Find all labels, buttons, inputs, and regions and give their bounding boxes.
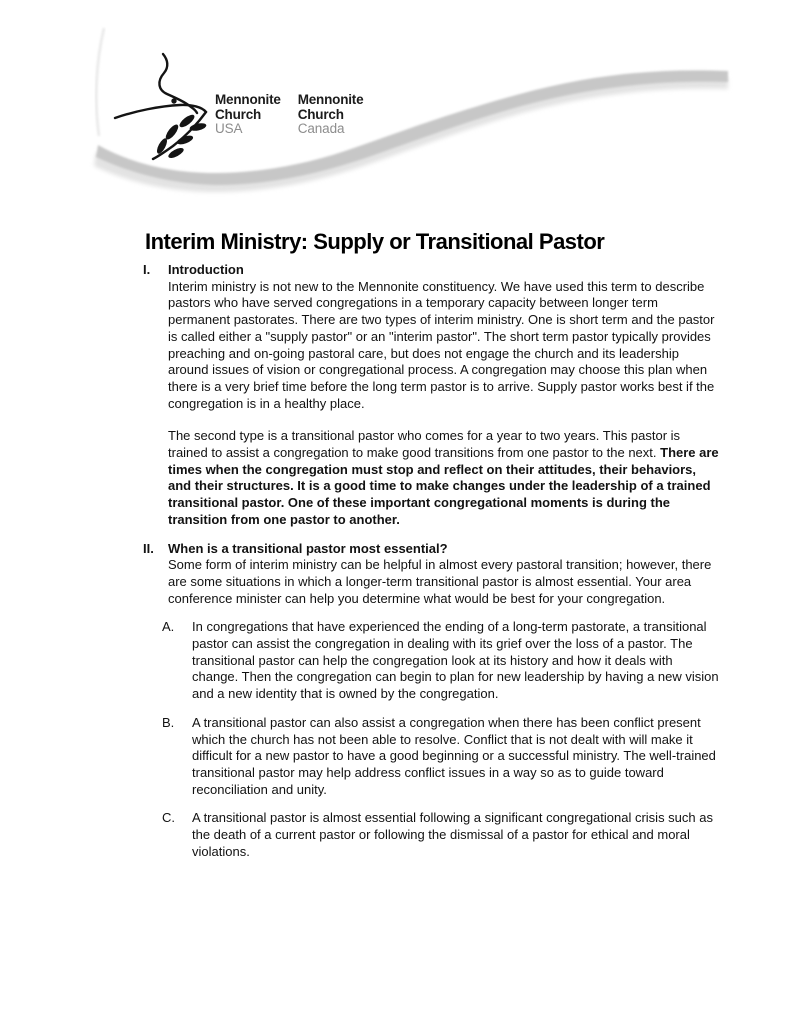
page-title: Interim Ministry: Supply or Transitional Pastor xyxy=(145,228,605,254)
logo-canada-line3: Canada xyxy=(297,121,345,136)
logo-mennonite-church-canada xyxy=(298,93,364,137)
logo-usa-line2: Church xyxy=(215,106,262,122)
dove-olive-branch-icon xyxy=(115,54,207,160)
section-introduction xyxy=(143,262,733,529)
list-item-a-letter: A. xyxy=(162,619,175,635)
letterhead-graphic xyxy=(0,0,791,210)
section-1-content xyxy=(168,262,721,529)
list-item-b-text: A transitional pastor can also assist a congregation when there has been conflict present which the church has not been able to resolve. Conflict that is not dealt with will make it difficult for a new pastor to have a good beginning or a successful ministry. The well-trained transitional pastor may help address conflict issues in a way so as to guide toward reconciliation and unity. xyxy=(192,714,716,797)
document-body xyxy=(143,262,733,861)
paragraph-2-bold-run: There are times when the congregation must stop and reflect on their attitudes, their behaviors, and their structures. It is a good time to make changes under the leadership of a trained transitional pastor. One of these important congregational moments is during the transition from one pastor to another. xyxy=(168,445,719,527)
list-item-b-letter: B. xyxy=(162,714,175,730)
list-item-c-text: A transitional pastor is almost essential following a significant congregational crisis such as the death of a current pastor or following the dismissal of a pastor for ethical and moral violations. xyxy=(192,810,713,859)
logo-canada-line2: Church xyxy=(297,106,344,122)
section-1-heading: Introduction xyxy=(168,262,244,277)
section-2-heading: When is a transitional pastor most essential? xyxy=(168,540,448,556)
logo-wordmarks xyxy=(215,93,363,137)
list-item-a xyxy=(162,619,721,703)
lettered-list xyxy=(162,619,721,860)
section-2-numeral: II. xyxy=(143,540,154,556)
logo-usa-line3: USA xyxy=(215,121,243,136)
list-item-c xyxy=(162,810,721,860)
logo-usa-line1: Mennonite xyxy=(215,92,281,107)
list-item-b xyxy=(162,715,721,799)
list-item-c-letter: C. xyxy=(162,810,175,826)
section-1-numeral: I. xyxy=(143,262,151,277)
paragraph-2-normal-run: The second type is a transitional pastor who comes for a year to two years. This pastor is trained to assist a congregation to make good transitions from one pastor to the next. xyxy=(168,428,681,461)
section-2-content xyxy=(162,540,721,861)
card-left-edge xyxy=(96,28,104,136)
section-1-paragraph-2 xyxy=(168,428,721,528)
list-item-a-text: In congregations that have experienced the ending of a long-term pastorate, a transitional pastor can assist the congregation in dealing with its grief over the loss of a pastor. The transitional pastor can help the congregation look at its history and how it deals with change. Then the congregation can begin to plan for new leadership by having a new vision and a new identity that is owned by the congregation. xyxy=(192,619,719,702)
section-when-essential xyxy=(143,541,733,861)
section-1-paragraph-1: Interim ministry is not new to the Mennonite constituency. We have used this term to describe pastors who have served congregations in a temporary capacity between longer term permanent pastorates. There are two types of interim ministry. One is short term and the pastor is called either a "supply pastor" or an "interim pastor". The short term pastor typically provides preaching and on-going pastoral care, but does not engage the church and its leadership around issues of vision or congregational process. A congregation may choose this plan when there is a very brief time before the long term pastor is to arrive. Supply pastor works best if the congregation is in a healthy place. xyxy=(168,278,715,411)
logo-mennonite-church-usa xyxy=(215,93,281,137)
section-2-paragraph: Some form of interim ministry can be helpful in almost every pastoral transition; however, there are some situations in which a longer-term transitional pastor is almost essential. Your area conference minister can help you determine what would be best for your congregation. xyxy=(168,557,712,606)
logo-canada-line1: Mennonite xyxy=(297,92,364,107)
